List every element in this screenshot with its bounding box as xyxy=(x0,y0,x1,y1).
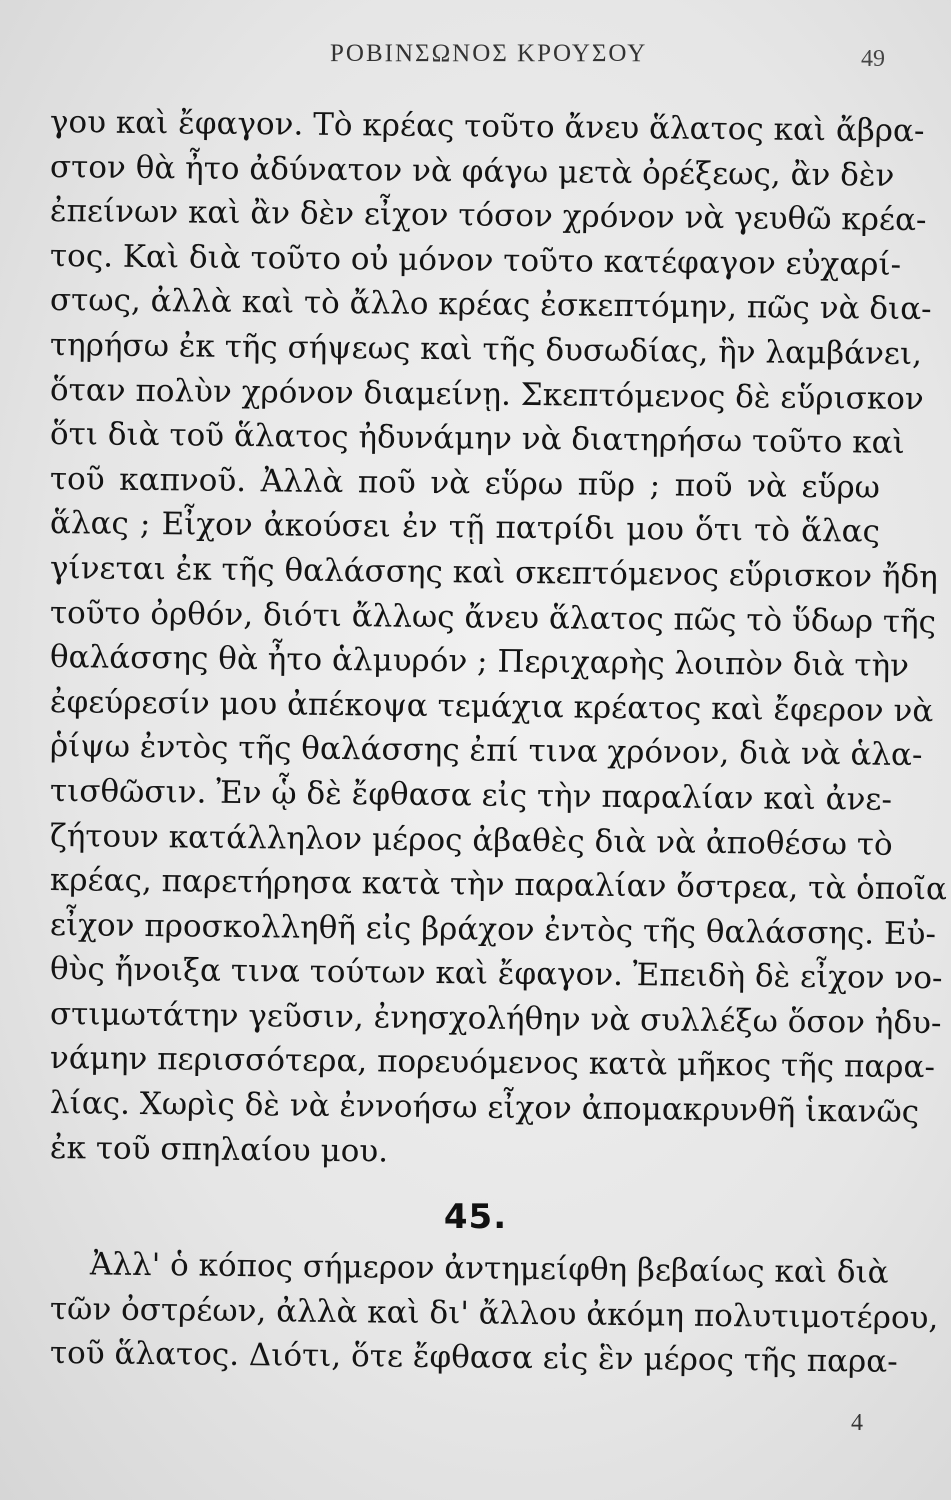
text-line: ἅλας ; Εἶχον ἀκούσει ἐν τῇ πατρίδι μου ὅτι τὸ ἅλας xyxy=(49,505,881,551)
text-line: λίας. Χωρὶς δὲ νὰ ἐννοήσω εἶχον ἀπομακρυνθῆ ἱκανῶς xyxy=(49,1085,920,1131)
text-line: ἐπείνων καὶ ἂν δὲν εἶχον τόσον χρόνον νὰ γευθῶ κρέα- xyxy=(49,193,927,239)
signature-mark: 4 xyxy=(851,1410,863,1436)
text-line: γίνεται ἐκ τῆς θαλάσσης καὶ σκεπτόμενος εὕρισκον ἤδη xyxy=(49,549,938,596)
text-line: στιμωτάτην γεῦσιν, ἐνησχολήθην νὰ συλλέξω ὅσον ἠδυ- xyxy=(49,995,942,1042)
text-line: τηρήσω ἐκ τῆς σήψεως καὶ τῆς δυσωδίας, ἣν λαμβάνει, xyxy=(49,326,923,373)
text-line: τῶν ὀστρέων, ἀλλὰ καὶ δι' ἄλλου ἀκόμη πολυτιμοτέρου, xyxy=(49,1290,939,1336)
running-title: ΡΟΒΙΝΣΩΝΟΣ ΚΡΟΥΣΟΥ xyxy=(330,40,648,67)
text-line: στως, ἀλλὰ καὶ τὸ ἄλλο κρέας ἐσκεπτόμην, πῶς νὰ δια- xyxy=(49,282,932,328)
text-line: θὺς ἤνοιξα τινα τούτων καὶ ἔφαγον. Ἐπειδὴ δὲ εἶχον νο- xyxy=(49,951,943,997)
section-number-heading: 45. xyxy=(443,1197,508,1237)
text-line: τισθῶσιν. Ἐν ᾧ δὲ ἔφθασα εἰς τὴν παραλίαν καὶ ἀνε- xyxy=(49,772,893,818)
text-line: κρέας, παρετήρησα κατὰ τὴν παραλίαν ὄστρεα, τὰ ὁποῖα xyxy=(49,862,948,908)
page-number: 49 xyxy=(861,46,885,72)
text-line: ῥίψω ἐντὸς τῆς θαλάσσης ἐπί τινα χρόνον, διὰ νὰ ἁλα- xyxy=(49,728,923,774)
text-line: τοῦτο ὀρθόν, διότι ἄλλως ἄνευ ἅλατος πῶς τὸ ὕδωρ τῆς xyxy=(49,594,937,640)
section-paragraph xyxy=(49,1242,939,1381)
text-line: ἐφεύρεσίν μου ἀπέκοψα τεμάχια κρέατος καὶ ἔφερον νὰ xyxy=(49,683,934,729)
text-line: τος. Καὶ διὰ τοῦτο οὐ μόνον τοῦτο κατέφαγον εὐχαρί- xyxy=(49,237,902,283)
text-line: ζήτουν κατάλληλον μέρος ἀβαθὲς διὰ νὰ ἀποθέσω τὸ xyxy=(49,817,893,863)
text-line: ὅταν πολὺν χρόνον διαμείνῃ. Σκεπτόμενος δὲ εὕρισκον xyxy=(49,371,924,417)
page-header xyxy=(0,40,951,80)
body-paragraph xyxy=(49,100,948,1170)
text-line: τοῦ καπνοῦ. Ἀλλὰ ποῦ νὰ εὕρω πῦρ ; ποῦ νὰ εὕρω xyxy=(49,460,881,506)
text-line: στον θὰ ἦτο ἀδύνατον νὰ φάγω μετὰ ὀρέξεως, ἂν δὲν xyxy=(49,148,895,194)
text-line: ἐκ τοῦ σπηλαίου μου. xyxy=(49,1129,389,1170)
text-line: τοῦ ἅλατος. Διότι, ὅτε ἔφθασα εἰς ἓν μέρος τῆς παρα- xyxy=(49,1335,898,1381)
text-line: θαλάσσης θὰ ἦτο ἁλμυρόν ; Περιχαρὴς λοιπὸν διὰ τὴν xyxy=(49,639,910,685)
text-line: γου καὶ ἔφαγον. Τὸ κρέας τοῦτο ἄνευ ἅλατος καὶ ἄβρα- xyxy=(49,104,925,150)
text-line: Ἀλλ' ὁ κόπος σήμερον ἀντημείφθη βεβαίως καὶ διὰ xyxy=(89,1246,889,1291)
text-line: εἶχον προσκολληθῆ εἰς βράχον ἐντὸς τῆς θαλάσσης. Εὐ- xyxy=(49,906,937,952)
text-line: νάμην περισσότερα, πορευόμενος κατὰ μῆκος τῆς παρα- xyxy=(49,1040,936,1086)
text-line: ὅτι διὰ τοῦ ἅλατος ἠδυνάμην νὰ διατηρήσω τοῦτο καὶ xyxy=(49,416,905,462)
